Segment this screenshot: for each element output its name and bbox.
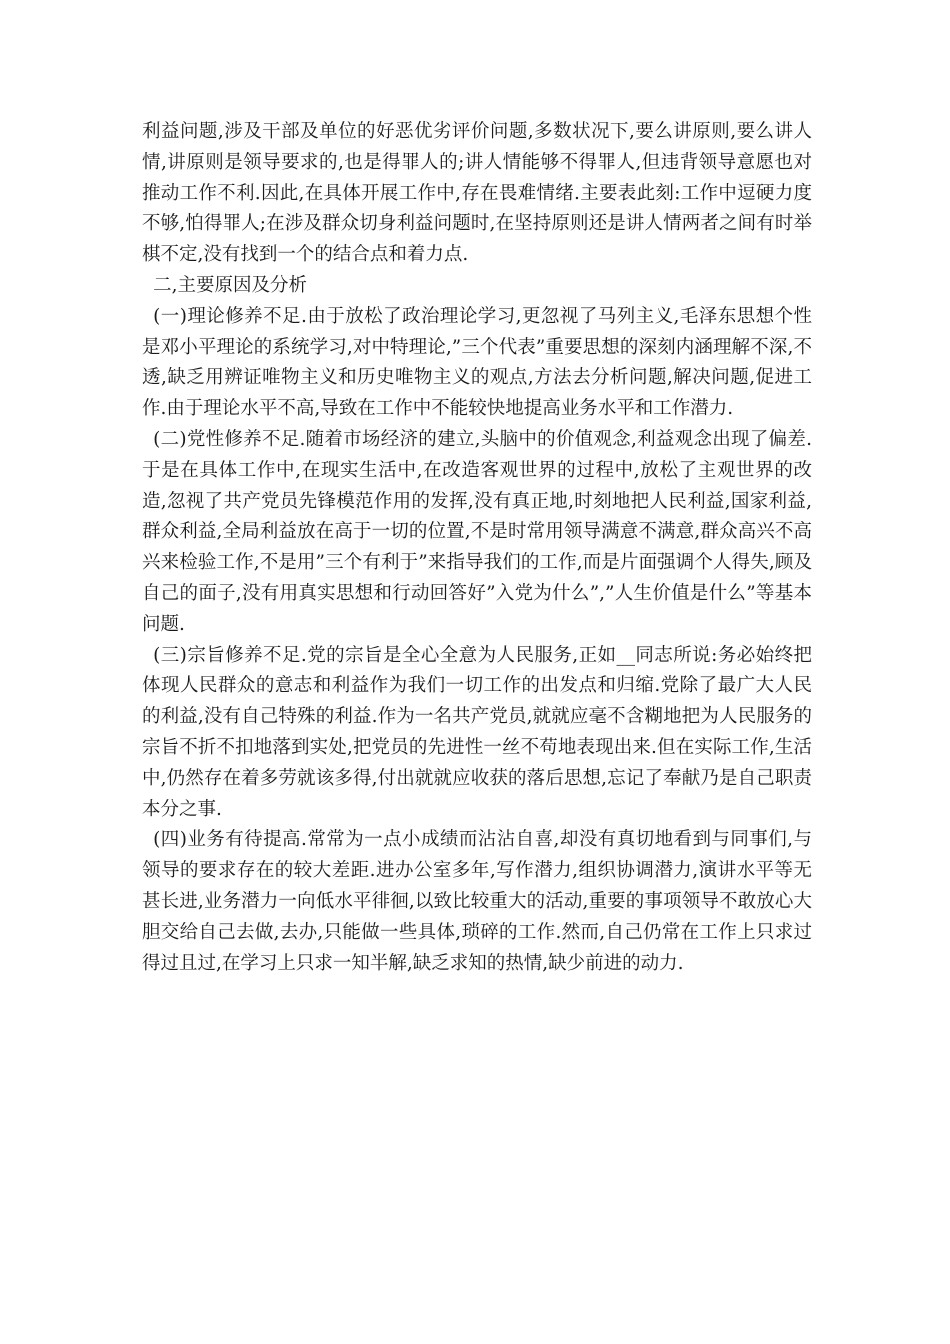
paragraph-theory: (一)理论修养不足.由于放松了政治理论学习,更忽视了马列主义,毛泽东思想个性是邓小平理论的系统学习,对中特理论,”三个代表”重要思想的深刻内涵理解不深,不透,缺乏用辨证唯物主义和历史唯物主义的观点,方法去分析问题,解决问题,促进工作.由于理论水平不高,导致在工作中不能较快地提高业务水平和工作潜力. bbox=[142, 305, 812, 420]
paragraph-business: (四)业务有待提高.常常为一点小成绩而沾沾自喜,却没有真切地看到与同事们,与领导的要求存在的较大差距.进办公室多年,写作潜力,组织协调潜力,演讲水平等无甚长进,业务潜力一向低水平徘徊,以致比较重大的活动,重要的事项领导不敢放心大胆交给自己去做,去办,只能做一些具体,琐碎的工作.然而,自己仍常在工作上只求过得过且过,在学习上只求一知半解,缺乏求知的热情,缺少前进的动力. bbox=[142, 829, 812, 974]
paragraph-continuation: 利益问题,涉及干部及单位的好恶优劣评价问题,多数状况下,要么讲原则,要么讲人情,讲原则是领导要求的,也是得罪人的;讲人情能够不得罪人,但违背领导意愿也对推动工作不利.因此,在具体开展工作中,存在畏难情绪.主要表此刻:工作中逗硬力度不够,怕得罪人;在涉及群众切身利益问题时,在坚持原则还是讲人情两者之间有时举棋不定,没有找到一个的结合点和着力点. bbox=[142, 121, 812, 266]
section-heading: 二,主要原因及分析 bbox=[153, 274, 307, 296]
paragraph-purpose: (三)宗旨修养不足.党的宗旨是全心全意为人民服务,正如__同志所说:务必始终把体现人民群众的意志和利益作为我们一切工作的出发点和归缩.党除了最广大人民的利益,没有自己特殊的利益.作为一名共产党员,就就应毫不含糊地把为人民服务的宗旨不折不扣地落到实处,把党员的先进性一丝不苟地表现出来.但在实际工作,生活中,仍然存在着多劳就该多得,付出就就应收获的落后思想,忘记了奉献乃是自己职责本分之事. bbox=[142, 644, 812, 820]
document-body bbox=[142, 117, 812, 979]
paragraph-party-spirit: (二)党性修养不足.随着市场经济的建立,头脑中的价值观念,利益观念出现了偏差.于是在具体工作中,在现实生活中,在改造客观世界的过程中,放松了主观世界的改造,忽视了共产党员先锋模范作用的发挥,没有真正地,时刻地把人民利益,国家利益,群众利益,全局利益放在高于一切的位置,不是时常用领导满意不满意,群众高兴不高兴来检验工作,不是用”三个有利于”来指导我们的工作,而是片面强调个人得失,顾及自己的面子,没有用真实思想和行动回答好”入党为什么”,”人生价值是什么”等基本问题. bbox=[142, 428, 812, 635]
